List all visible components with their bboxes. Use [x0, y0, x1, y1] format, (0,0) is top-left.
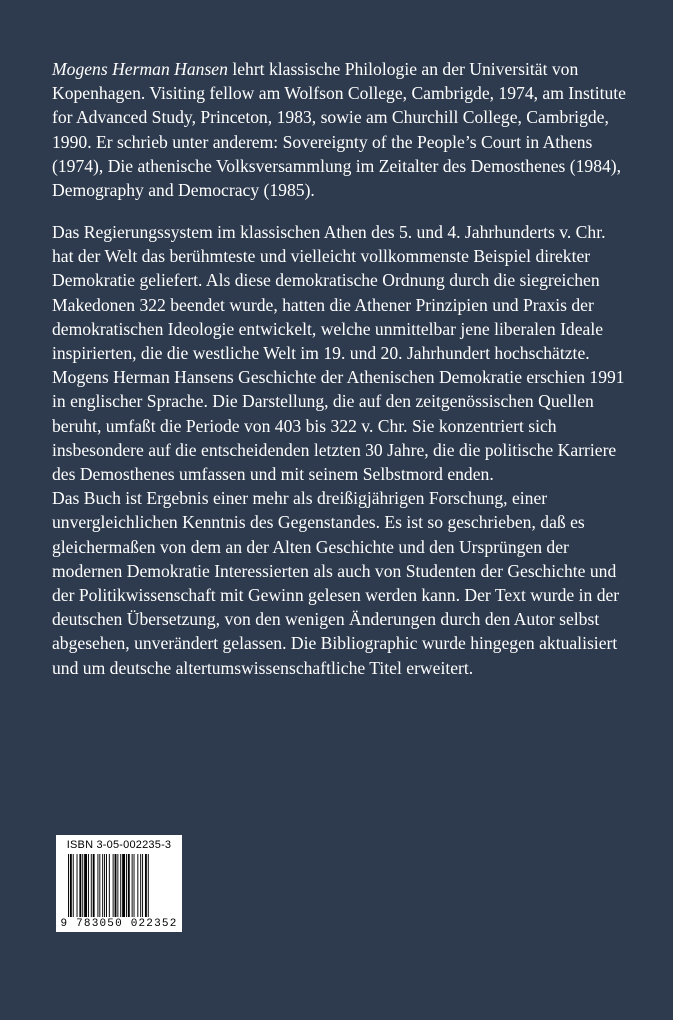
barcode-bar	[99, 854, 100, 917]
barcode-bar	[132, 854, 133, 917]
barcode-bar	[113, 854, 114, 917]
author-bio-line: Demography and Democracy (1985).	[52, 180, 315, 201]
barcode-bar	[134, 854, 135, 917]
blurb-line: Das Regierungssystem im klassischen Athen des 5. und 4. Jahrhunderts v. Chr.	[52, 222, 606, 242]
author-bio-text: lehrt klassische Philologie an der Universität von	[227, 59, 579, 79]
blurb-line: deutschen Übersetzung, von den wenigen Änderungen durch den Autor selbst	[52, 609, 600, 630]
book-blurb	[52, 220, 630, 680]
barcode-bar	[120, 854, 121, 917]
author-bio-line: 1990. Er schrieb unter anderem: Sovereignty of the People’s Court in Athens	[52, 131, 593, 152]
barcode-bar	[93, 854, 95, 917]
barcode-bar	[91, 854, 92, 917]
barcode-bar	[88, 854, 89, 917]
blurb-line: und um deutsche altertumswissenschaftliche Titel erweitert.	[52, 657, 474, 678]
blurb-line: beruht, umfaßt die Periode von 403 bis 322 v. Chr. Sie konzentriert sich	[52, 415, 557, 436]
blurb-line: Das Buch ist Ergebnis einer mehr als dreißigjährigen Forschung, einer	[52, 488, 548, 509]
barcode-bar	[126, 854, 127, 917]
barcode-bar	[115, 854, 117, 917]
author-bio-line-1	[52, 57, 630, 81]
barcode-bar	[82, 854, 83, 917]
author-bio-line: for Advanced Study, Princeton, 1983, sowie am Churchill College, Cambrigde,	[52, 107, 609, 128]
author-name: Mogens Herman Hansen	[52, 59, 228, 79]
barcode-bar	[106, 854, 107, 917]
barcode-bar	[79, 854, 81, 917]
barcode-bar	[122, 854, 125, 917]
barcode-bar	[148, 854, 149, 917]
barcode-bar	[109, 854, 110, 917]
barcode-bar	[102, 854, 103, 917]
barcode-bar	[128, 854, 130, 917]
barcode-bar	[140, 854, 141, 917]
author-bio	[52, 57, 630, 202]
author-bio-line: Kopenhagen. Visiting fellow am Wolfson College, Cambrigde, 1974, am Institute	[52, 83, 626, 104]
barcode-bar	[77, 854, 78, 917]
barcode-bar	[137, 854, 138, 917]
isbn-label: ISBN 3-05-002235-3	[66, 839, 172, 851]
ean-number: 9 783050 022352	[60, 918, 178, 930]
blurb-line: hat der Welt das berühmteste und vielleicht vollkommenste Beispiel direkter	[52, 246, 591, 267]
blurb-line: gleichermaßen von dem an der Alten Geschichte und den Ursprüngen der	[52, 536, 569, 557]
blurb-line: abgesehen, unverändert gelassen. Die Bibliographic wurde hingegen aktualisiert	[52, 633, 618, 654]
barcode-bar	[104, 854, 105, 917]
barcode-icon	[68, 854, 172, 917]
barcode-bar	[84, 854, 87, 917]
blurb-line: unvergleichlichen Kenntnis des Gegenstandes. Es ist so geschrieben, daß es	[52, 512, 585, 533]
blurb-line: des Demosthenes umfassen und mit seinem Selbstmord enden.	[52, 464, 494, 485]
barcode-bar	[70, 854, 72, 917]
blurb-line: Mogens Herman Hansens Geschichte der Athenischen Demokratie erschien 1991	[52, 367, 625, 388]
barcode-bar	[73, 854, 74, 917]
blurb-line: der Politikwissenschaft mit Gewinn gelesen werden kann. Der Text wurde in der	[52, 585, 620, 606]
blurb-line: modernen Demokratie Interessierten als auch von Studenten der Geschichte und	[52, 560, 617, 581]
blurb-line: inspirierten, die die westliche Welt im 19. und 20. Jahrhundert hochschätzte.	[52, 343, 590, 364]
blurb-line: Makedonen 322 beendet wurde, hatten die Athener Prinzipien und Praxis der	[52, 294, 594, 315]
barcode-bar	[68, 854, 69, 917]
barcode-bar	[117, 854, 118, 917]
blurb-line: demokratischen Ideologie entwickelt, welche unmittelbar jene liberalen Ideale	[52, 318, 604, 339]
isbn-barcode-box	[56, 835, 182, 932]
barcode-bar	[97, 854, 98, 917]
blurb-line: insbesondere auf die entscheidenden letzten 30 Jahre, die die politische Karriere	[52, 439, 617, 460]
barcode-bar	[145, 854, 147, 917]
author-bio-line: (1974), Die athenische Volksversammlung im Zeitalter des Demosthenes (1984),	[52, 155, 622, 176]
blurb-line: Demokratie geliefert. Als diese demokratische Ordnung durch die siegreichen	[52, 270, 600, 291]
blurb-line: in englischer Sprache. Die Darstellung, die auf den zeitgenössischen Quellen	[52, 391, 594, 412]
barcode-bar	[142, 854, 143, 917]
